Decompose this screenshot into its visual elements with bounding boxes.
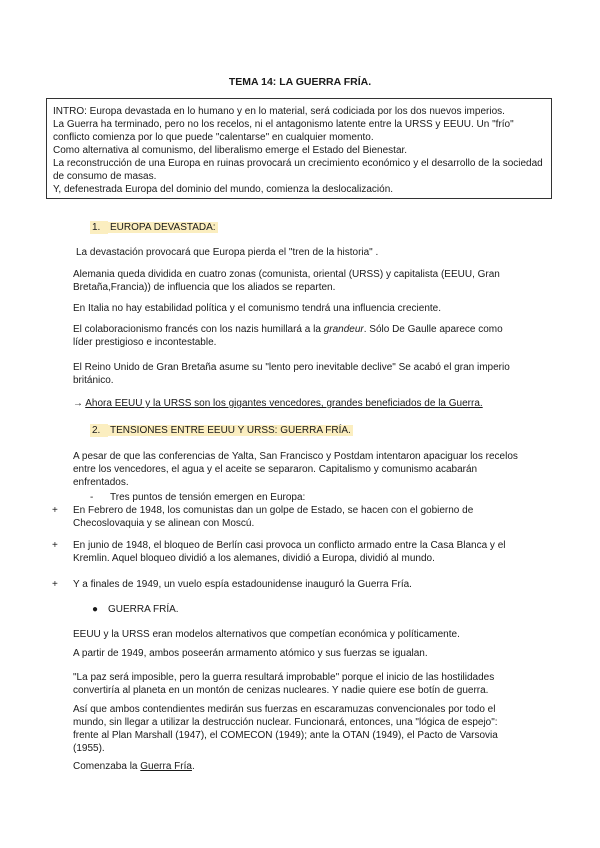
plus-icon: + bbox=[52, 540, 58, 551]
section-heading-tensiones bbox=[90, 424, 353, 437]
intro-line: La reconstrucción de una Europa en ruinas provocará un crecimiento económico y el desarrollo de la sociedad de consumo de masas. bbox=[53, 158, 543, 182]
section-title: EUROPA DEVASTADA: bbox=[110, 222, 216, 233]
dash-text: Tres puntos de tensión emergen en Europa: bbox=[110, 492, 306, 503]
page-title: TEMA 14: LA GUERRA FRÍA. bbox=[228, 76, 372, 88]
dash-item bbox=[90, 491, 305, 504]
paragraph bbox=[73, 323, 523, 349]
text-run: . bbox=[191, 761, 195, 772]
paragraph: Así que ambos contendientes medirán sus fuerzas en escaramuzas convencionales por todo el mundo, sin llegar a utilizar la destrucción nuclear. Funcionará, entonces, una "lógica de espejo": frente al Plan Marshall (1947), el COMECON (1949); ante la OTAN (1949), el Pacto de Varsovia (1955). bbox=[73, 704, 498, 754]
intro-line: La Guerra ha terminado, pero no los recelos, ni el antagonismo latente entre la URSS y EEUU. Un "frío" conflicto comienza por lo que puede "calentarse" en cualquier momento. bbox=[53, 119, 514, 143]
paragraph bbox=[73, 760, 523, 773]
paragraph: Alemania queda dividida en cuatro zonas (comunista, oriental (URSS) y capitalista (EEUU, Gran Bretaña,Francia)) de influencia que los aliados se reparten. bbox=[73, 269, 500, 293]
text-run: Comenzaba la bbox=[73, 761, 141, 772]
intro-box bbox=[46, 98, 552, 199]
arrow-icon: → bbox=[73, 398, 83, 409]
bullet-dot-icon: ● bbox=[92, 604, 99, 615]
paragraph: A partir de 1949, ambos poseerán armamento atómico y sus fuerzas se igualan. bbox=[73, 648, 428, 659]
plus-icon: + bbox=[52, 505, 58, 516]
section-number: 2. bbox=[90, 424, 108, 437]
dash-icon: - bbox=[90, 492, 94, 503]
section-title: TENSIONES ENTRE EEUU Y URSS: GUERRA FRÍA. bbox=[110, 425, 351, 436]
list-item-text: En Febrero de 1948, los comunistas dan un golpe de Estado, se hacen con el gobierno de Checoslovaquia y se alinean con Moscú. bbox=[73, 505, 474, 529]
intro-line: Y, defenestrada Europa del dominio del mundo, comienza la deslocalización. bbox=[53, 184, 394, 195]
paragraph: El Reino Unido de Gran Bretaña asume su "lento pero inevitable declive" Se acabó el gran imperio británico. bbox=[73, 362, 510, 386]
text-run: . Sólo De Gaulle aparece como líder prestigioso e incontestable. bbox=[73, 324, 503, 348]
plus-icon: + bbox=[52, 579, 58, 590]
intro-line: Como alternativa al comunismo, del liberalismo emerge el Estado del Bienestar. bbox=[53, 145, 408, 156]
paragraph: "La paz será imposible, pero la guerra resultará improbable" porque el inicio de las hostilidades convertiría al planeta en un montón de cenizas nucleares. Y nadie quiere ese botín de guerra. bbox=[73, 672, 495, 696]
section-heading-europa bbox=[90, 221, 218, 234]
paragraph: EEUU y la URSS eran modelos alternativos que competían económica y políticamente. bbox=[73, 629, 460, 640]
section-number: 1. bbox=[90, 221, 108, 234]
section-title: GUERRA FRÍA. bbox=[108, 604, 179, 615]
list-item bbox=[52, 539, 522, 565]
paragraph: En Italia no hay estabilidad política y el comunismo tendrá una influencia creciente. bbox=[73, 303, 441, 314]
guerra-fria-link: Guerra Fría bbox=[140, 761, 192, 772]
emphasis-grandeur: grandeur bbox=[323, 324, 364, 335]
list-item bbox=[52, 578, 522, 591]
list-item-text: En junio de 1948, el bloqueo de Berlín casi provoca un conflicto armado entre la Casa Blanca y el Kremlin. Aquel bloqueo dividió a los alemanes, dividió a Europa, dividió al mundo. bbox=[73, 540, 506, 564]
list-item-text: Y a finales de 1949, un vuelo espía estadounidense inauguró la Guerra Fría. bbox=[73, 579, 412, 590]
paragraph: La devastación provocará que Europa pierda el "tren de la historia" . bbox=[76, 247, 379, 258]
conclusion-text: Ahora EEUU y la URSS son los gigantes vencedores, grandes beneficiados de la Guerra. bbox=[85, 398, 483, 409]
list-item bbox=[52, 504, 522, 530]
paragraph: A pesar de que las conferencias de Yalta, San Francisco y Postdam intentaron apaciguar los recelos entre los vencedores, el agua y el aceite se separaron. Capitalismo y comunismo acabarán enfrentados. bbox=[73, 451, 518, 488]
text-run: El colaboracionismo francés con los nazis humillará a la bbox=[73, 324, 324, 335]
conclusion-line bbox=[73, 397, 523, 410]
section-heading-guerra-fria bbox=[92, 603, 179, 616]
intro-line: INTRO: Europa devastada en lo humano y en lo material, será codiciada por los dos nuevos imperios. bbox=[53, 106, 505, 117]
